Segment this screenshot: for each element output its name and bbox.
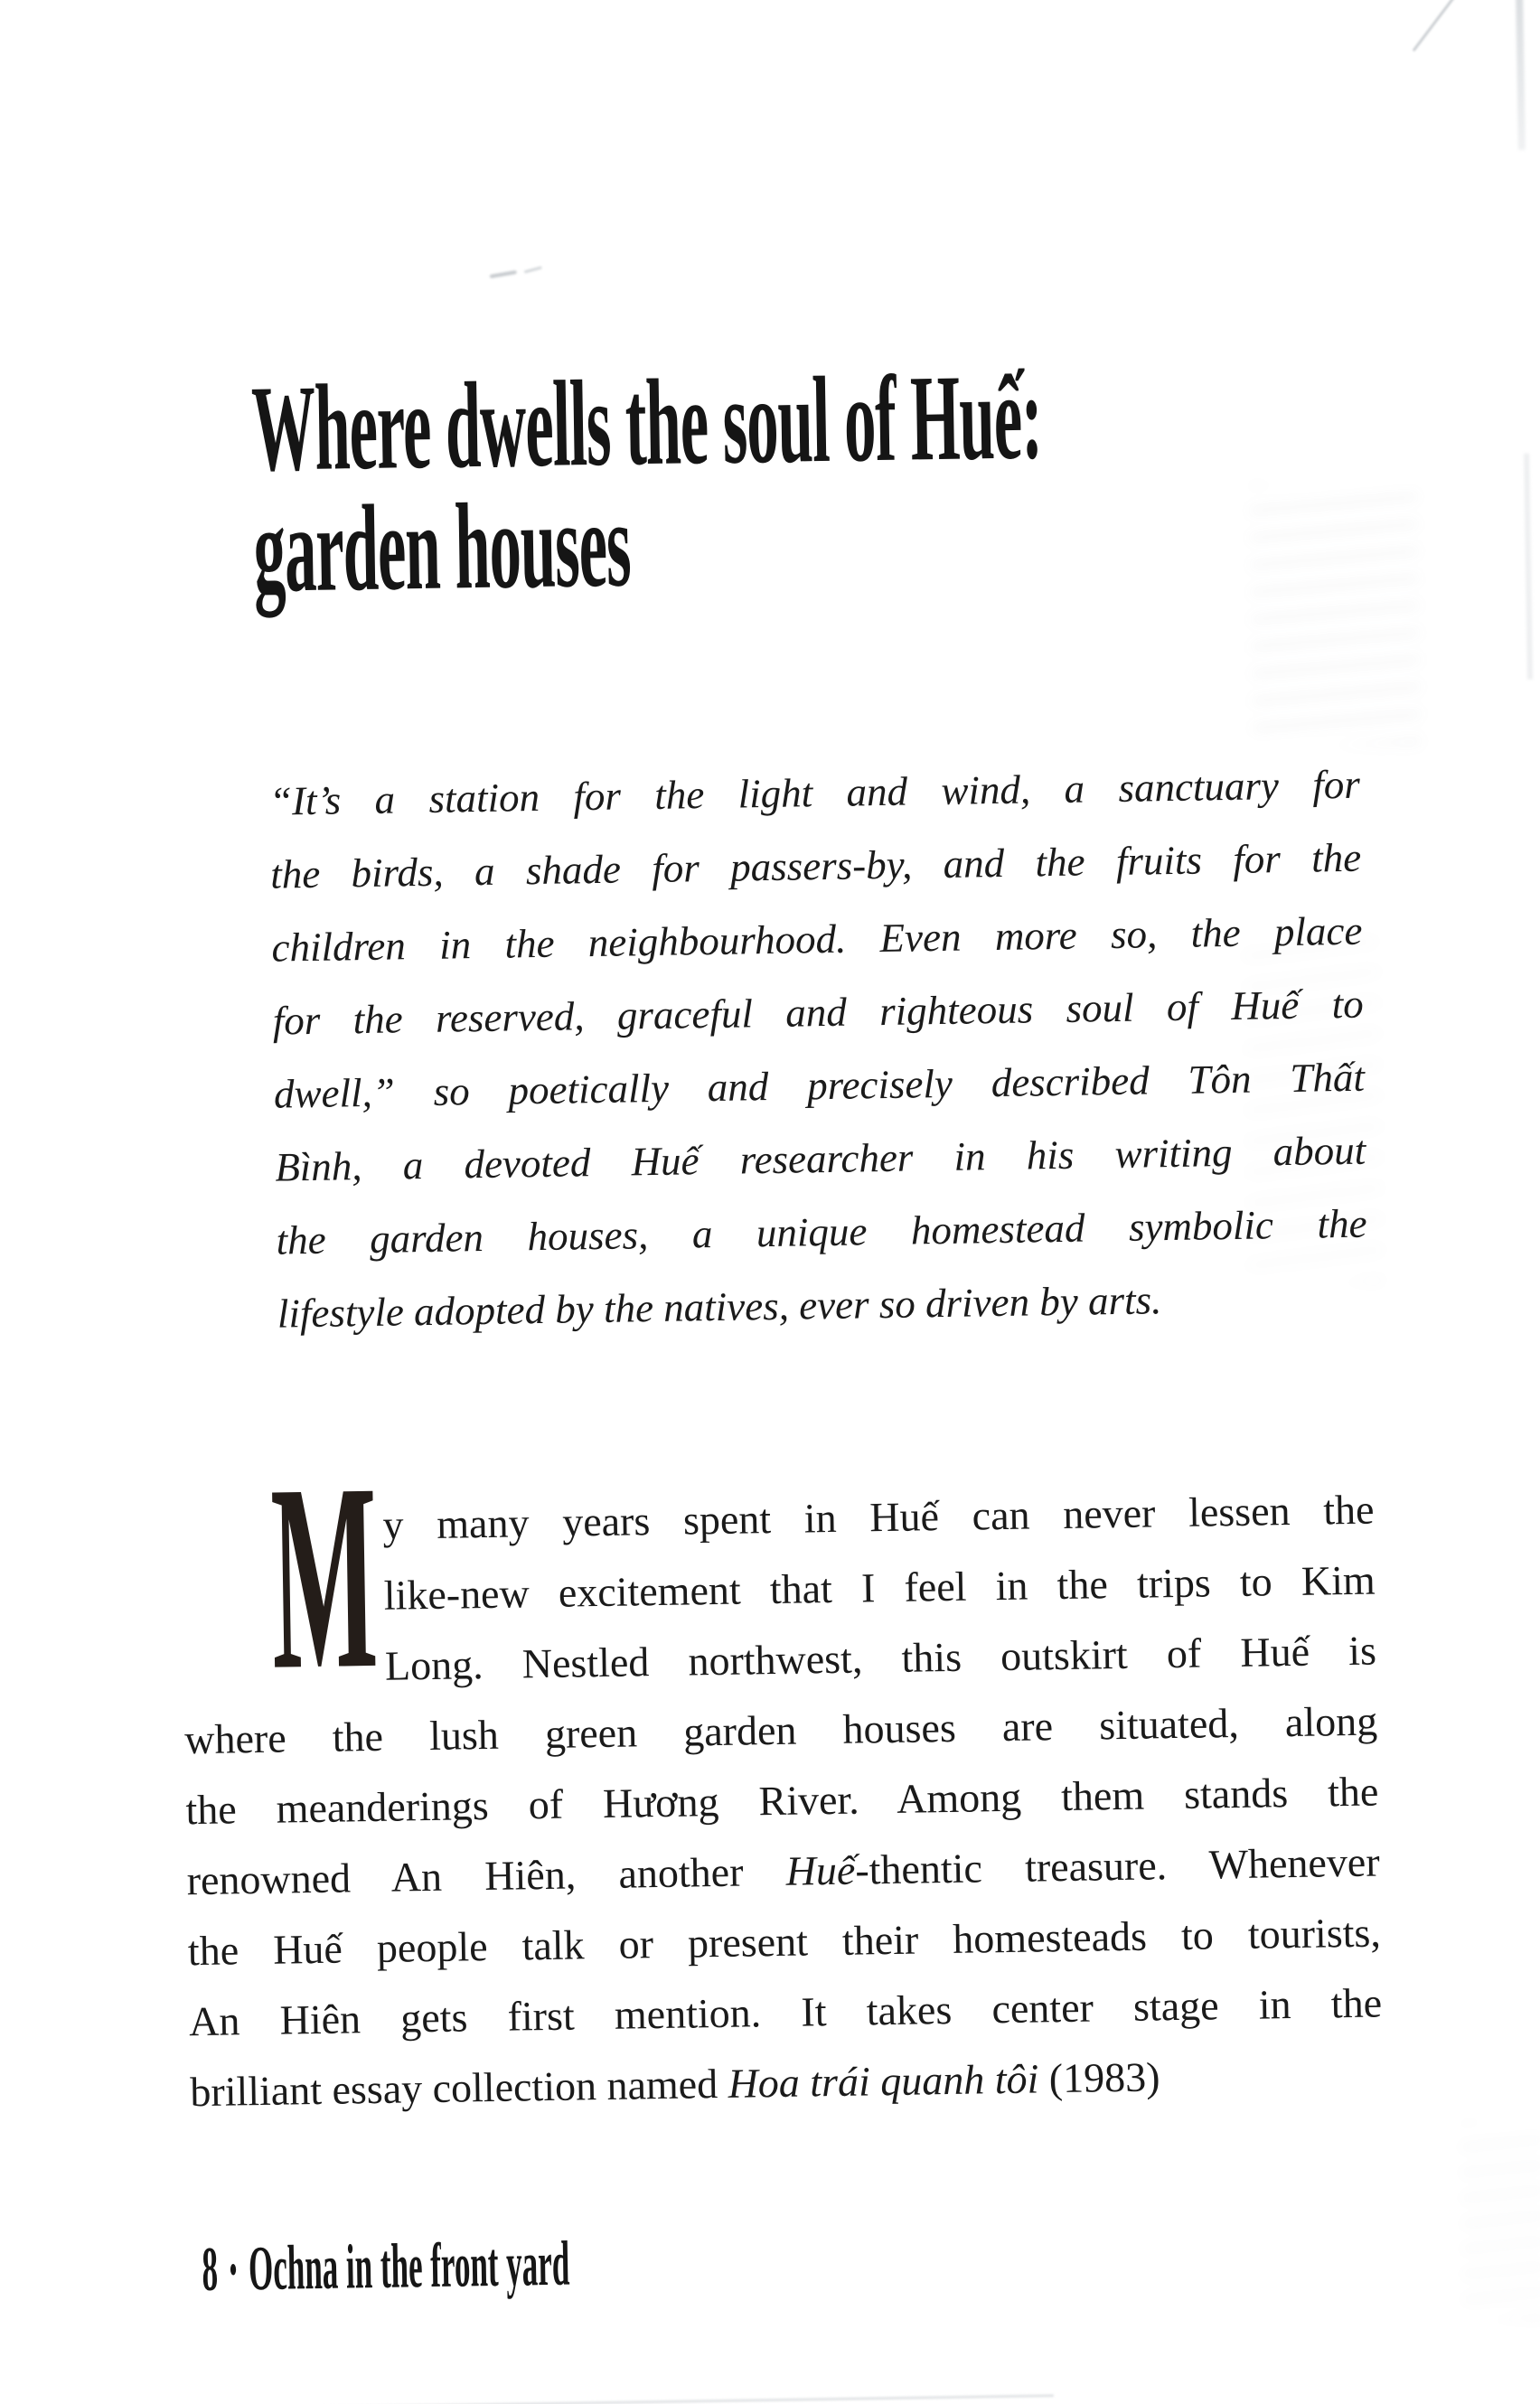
- chapter-title-line-2: garden houses: [252, 476, 632, 618]
- text-line: the Huế people talk or present their homesteads to tourists,: [187, 1909, 1382, 1975]
- scan-smudge: [490, 266, 549, 283]
- page-footer: [202, 2229, 570, 2306]
- page-showthrough: [1460, 2121, 1540, 2321]
- bullet-separator: •: [229, 2246, 238, 2293]
- page-showthrough: [1250, 483, 1422, 747]
- scan-edge-streak: [1524, 454, 1533, 680]
- text-line: brilliant essay collection named Hoa trái quanh tôi (1983): [189, 2053, 1160, 2116]
- text-line: for the reserved, graceful and righteous soul of Huế to: [272, 981, 1365, 1044]
- text-line: lifestyle adopted by the natives, ever so driven by arts.: [277, 1277, 1162, 1337]
- running-title: Ochna in the front yard: [248, 2229, 570, 2305]
- text-line: like-new excitement that I feel in the trips to Kim: [383, 1556, 1376, 1619]
- scan-bottom-line: [136, 2394, 1054, 2404]
- scan-edge-streak: [1516, 0, 1526, 150]
- chapter-title-line-1: Where dwells the soul of Huế:: [250, 349, 1043, 497]
- scan-scratch: [1413, 0, 1465, 52]
- text-line: y many years spent in Huế can never lessen the: [382, 1486, 1375, 1548]
- text-line: where the lush green garden houses are situated, along: [183, 1697, 1378, 1763]
- page-number: 8: [201, 2234, 219, 2305]
- text-line: “It’s a station for the light and wind, a sanctuary for: [268, 761, 1361, 824]
- chapter-title: [250, 349, 1044, 618]
- text-line: Bình, a devoted Huế researcher in his writing about: [274, 1127, 1366, 1190]
- drop-cap: M: [268, 1427, 380, 1725]
- epigraph-quote: [268, 748, 1368, 1351]
- text-line: the birds, a shade for passers-by, and the fruits for the: [269, 834, 1362, 897]
- text-line: dwell,” so poetically and precisely described Tôn Thất: [273, 1054, 1366, 1117]
- body-paragraph: [181, 1427, 1384, 2128]
- text-line: the garden houses, a unique homestead symbolic the: [276, 1200, 1367, 1263]
- text-line: children in the neighbourhood. Even more so, the place: [271, 907, 1363, 971]
- text-line: An Hiên gets first mention. It takes center stage in the: [188, 1979, 1383, 2045]
- text-line: the meanderings of Hương River. Among them stands the: [185, 1768, 1379, 1834]
- text-line: Long. Nestled northwest, this outskirt of Huế is: [384, 1627, 1377, 1689]
- text-line: renowned An Hiên, another Huế-thentic treasure. Whenever: [186, 1838, 1380, 1904]
